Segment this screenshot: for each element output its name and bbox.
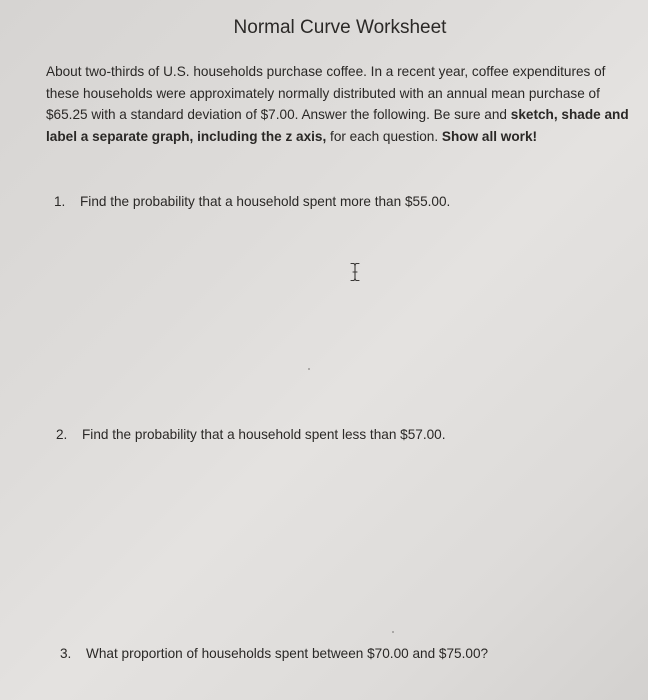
question-text: What proportion of households spent between $70.00 and $75.00? [86, 646, 489, 661]
intro-bold-instruction: sketch, shade and label a separate graph, including the z axis, [46, 107, 629, 144]
intro-paragraph [46, 61, 636, 147]
question-number: 2. [56, 427, 68, 442]
paper-speck [308, 368, 310, 370]
intro-text-part1: About two-thirds of U.S. households purchase coffee. In a recent year, coffee expenditures of these households were approximately normally distributed with an annual mean purchase of $65.25 with a standard deviation of $7.00. Answer the following. Be sure and [46, 64, 606, 122]
text-cursor-icon [348, 262, 362, 282]
question-number: 3. [60, 646, 72, 661]
paper-speck [392, 631, 394, 633]
question-3 [60, 646, 488, 661]
question-text: Find the probability that a household spent more than $55.00. [80, 194, 451, 209]
question-text: Find the probability that a household spent less than $57.00. [82, 427, 446, 442]
intro-bold-show-work: Show all work! [441, 128, 538, 144]
page-title: Normal Curve Worksheet [233, 17, 447, 38]
question-number: 1. [54, 194, 66, 209]
question-1 [54, 194, 450, 209]
intro-text-part2: for each question. [326, 128, 442, 144]
question-2 [56, 427, 446, 442]
